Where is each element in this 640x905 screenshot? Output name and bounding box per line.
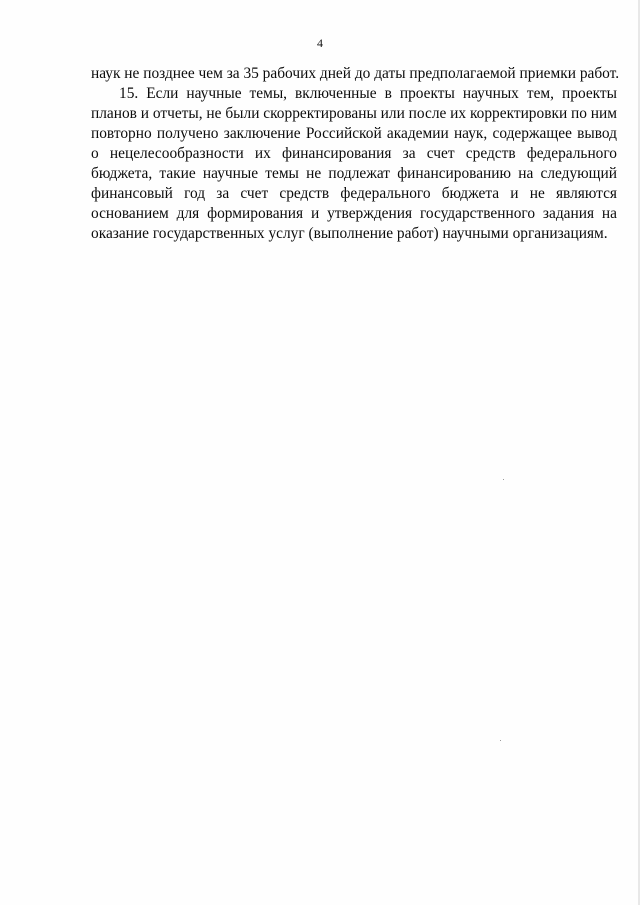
page-number: 4 <box>317 36 323 50</box>
paragraph-line: основанием для формирования и утверждения государственного задания на <box>91 205 617 222</box>
paragraph-line: планов и отчеты, не были скорректированы или после их корректировки по ним <box>91 105 617 122</box>
paragraph-line: бюджета, такие научные темы не подлежат финансированию на следующий <box>91 165 617 182</box>
paragraph-15 <box>91 84 617 244</box>
paragraph-line: финансовый год за счет средств федерального бюджета и не являются <box>91 185 617 202</box>
continuation-line: наук не позднее чем за 35 рабочих дней до даты предполагаемой приемки работ. <box>91 65 620 82</box>
paragraph-line: 15. Если научные темы, включенные в проекты научных тем, проекты <box>119 85 617 102</box>
scan-speck <box>500 740 501 741</box>
paragraph-line: повторно получено заключение Российской академии наук, содержащее вывод <box>91 125 617 142</box>
scan-speck <box>503 479 504 480</box>
document-body <box>91 64 620 244</box>
paragraph-line: о нецелесообразности их финансирования за счет средств федерального <box>91 145 617 162</box>
paragraph-line: оказание государственных услуг (выполнение работ) научными организациям. <box>91 225 608 242</box>
